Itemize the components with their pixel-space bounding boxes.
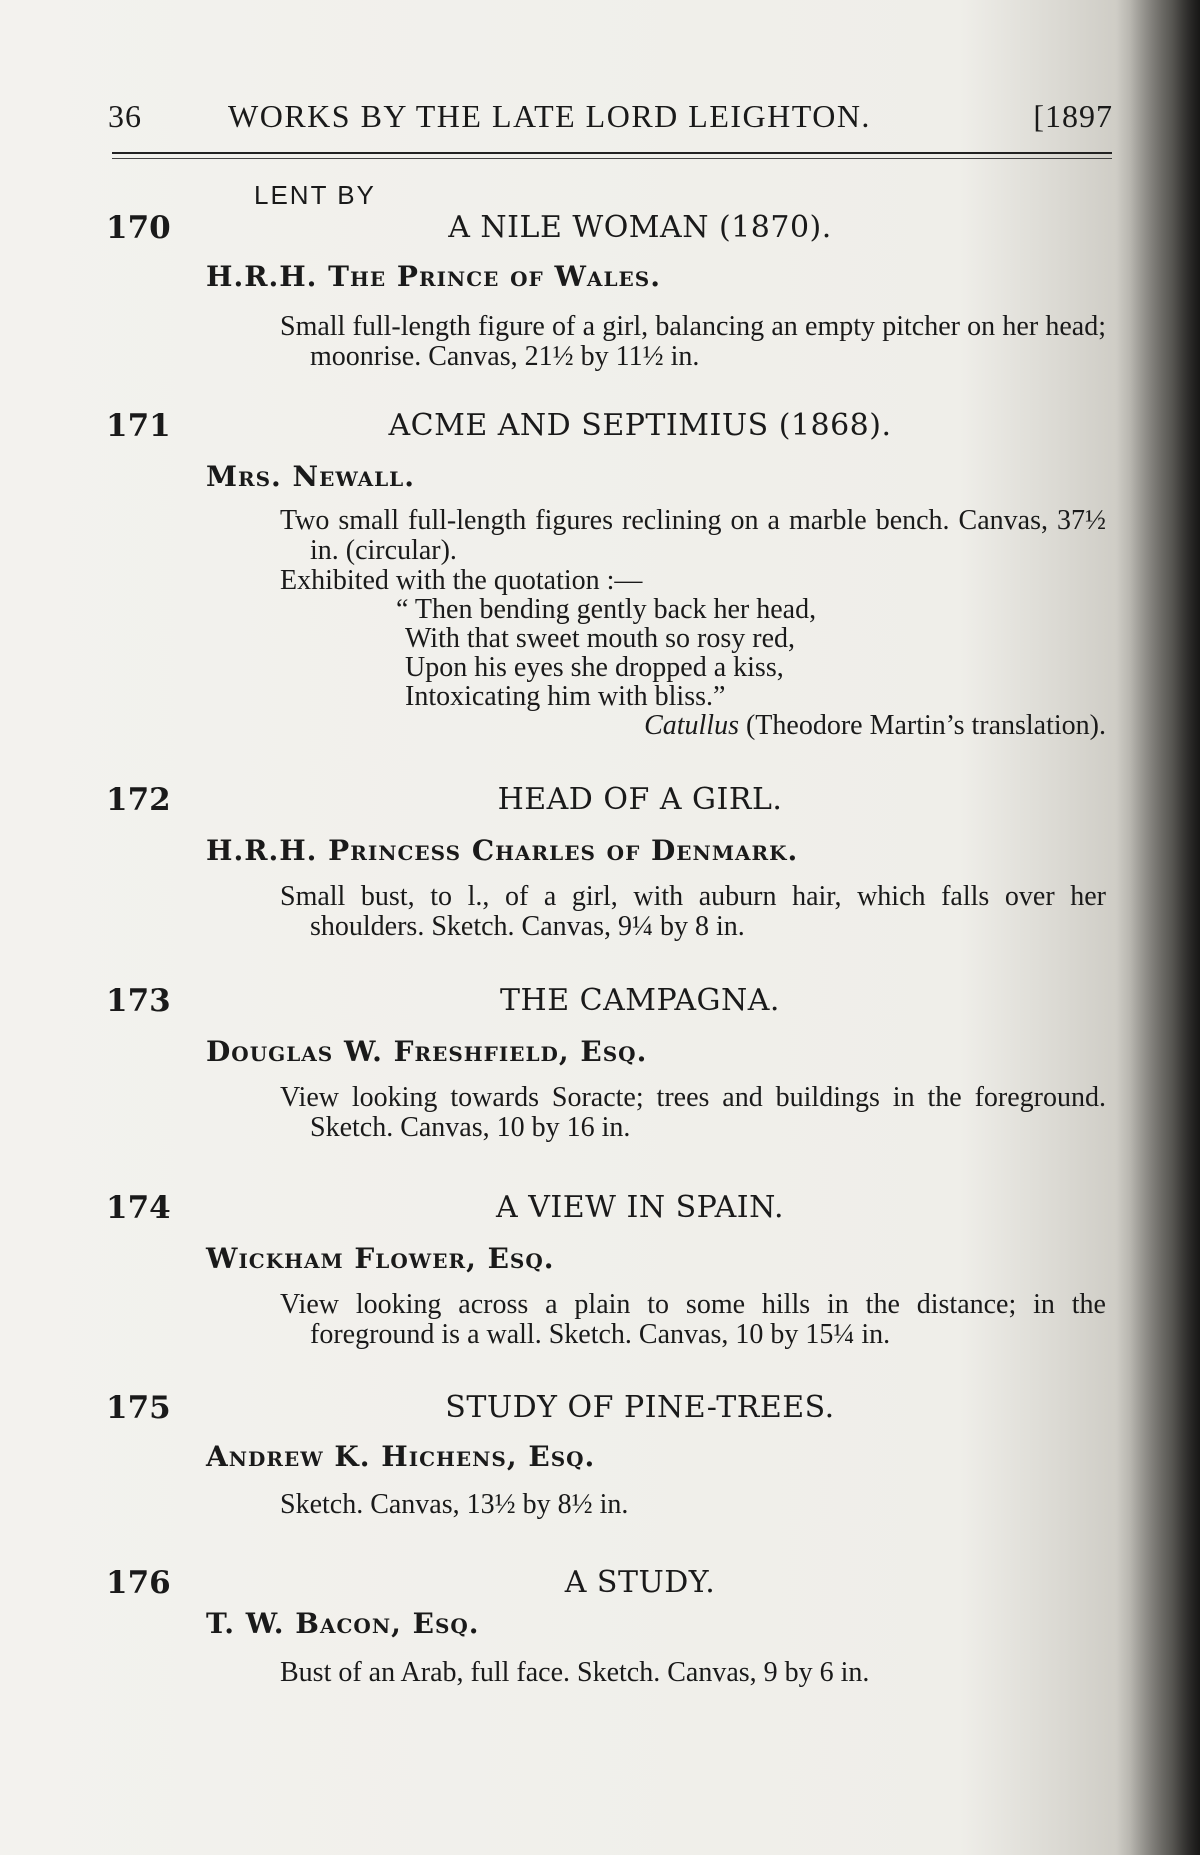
quote-citation [280, 711, 1106, 740]
description-text: View looking across a plain to some hills in the distance; in the foreground is a wall. Sketch. Canvas, 10 by 15¼ in. [280, 1289, 1106, 1350]
entry-title: ACME AND SEPTIMIUS (1868). [388, 408, 892, 443]
running-title: WORKS BY THE LATE LORD LEIGHTON. [228, 98, 871, 134]
entry-number: 173 [106, 983, 171, 1019]
entry-title: A STUDY. [564, 1565, 716, 1600]
header-rule-thin [112, 158, 1112, 159]
description-text: View looking towards Soracte; trees and buildings in the foreground. Sketch. Canvas, 10 by 16 in. [280, 1082, 1106, 1143]
entry-description [280, 1490, 1106, 1520]
entry-lender: H.R.H. The Prince of Wales. [206, 260, 661, 293]
entry-title: STUDY OF PINE-TREES. [445, 1390, 835, 1425]
entry-description [280, 1658, 1106, 1688]
entry-number: 174 [106, 1190, 171, 1226]
description-text: Sketch. Canvas, 13½ by 8½ in. [280, 1489, 629, 1520]
description-text: Bust of an Arab, full face. Sketch. Canvas, 9 by 6 in. [280, 1657, 870, 1688]
exhibited-note: Exhibited with the quotation :— [280, 565, 643, 596]
entry-title: A VIEW IN SPAIN. [496, 1190, 784, 1225]
quote-line: “ Then bending gently back her head, [396, 594, 817, 625]
entry-number: 175 [106, 1390, 171, 1426]
entry-lender: Andrew K. Hichens, Esq. [206, 1440, 596, 1473]
quote-line: With that sweet mouth so rosy red, [405, 623, 796, 654]
entry-number: 171 [106, 408, 171, 444]
entry-number: 176 [106, 1565, 171, 1601]
page-edge-shadow [1130, 0, 1200, 1855]
entry-description [280, 882, 1106, 942]
entry-lender: Mrs. Newall. [206, 460, 415, 493]
citation-author: Catullus [644, 710, 739, 741]
entry-lender: Wickham Flower, Esq. [206, 1242, 555, 1275]
entry-title: THE CAMPAGNA. [500, 983, 780, 1018]
header-rule [112, 152, 1112, 154]
entry-description [280, 1290, 1106, 1350]
entry-title: A NILE WOMAN (1870). [448, 210, 832, 245]
entry-description [280, 1083, 1106, 1143]
page-number: 36 [108, 98, 142, 134]
entry-lender: H.R.H. Princess Charles of Denmark. [206, 834, 799, 867]
description-text: Small full-length figure of a girl, balancing an empty pitcher on her head; moonrise. Canvas, 21½ by 11½ in. [280, 311, 1106, 372]
running-header [108, 98, 1113, 138]
entry-lender: T. W. Bacon, Esq. [206, 1607, 480, 1640]
entry-lender: Douglas W. Freshfield, Esq. [206, 1035, 648, 1068]
lent-by-label: LENT BY [254, 180, 376, 210]
quote-line: Upon his eyes she dropped a kiss, [405, 652, 784, 683]
entry-title: HEAD OF A GIRL. [497, 782, 783, 817]
entry-description [280, 506, 1106, 566]
header-year: [1897 [1033, 98, 1113, 134]
description-text: Two small full-length figures reclining on a marble bench. Canvas, 37½ in. (circular). [280, 505, 1106, 566]
entry-number: 172 [106, 782, 171, 818]
entry-description [280, 312, 1106, 372]
quote-line: Intoxicating him with bliss.” [405, 681, 726, 712]
citation-source: (Theodore Martin’s translation). [745, 710, 1106, 741]
entry-number: 170 [106, 210, 171, 246]
description-text: Small bust, to l., of a girl, with auburn hair, which falls over her shoulders. Sketch. Canvas, 9¼ by 8 in. [280, 881, 1106, 942]
exhibition-quotation [280, 566, 1106, 740]
